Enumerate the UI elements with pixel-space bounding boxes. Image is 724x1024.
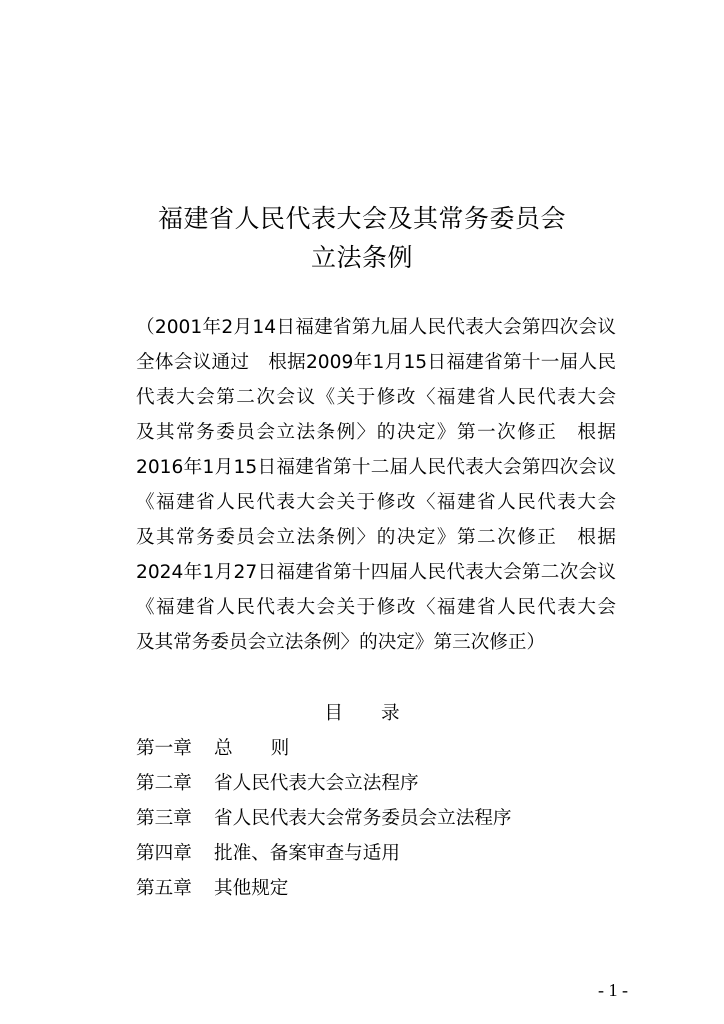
toc-chapter-number: 第三章 xyxy=(136,808,192,829)
preamble-line: 《福建省人民代表大会关于修改〈福建省人民代表大会 xyxy=(136,597,616,618)
toc-item-chapter-1[interactable] xyxy=(136,734,289,760)
preamble-line: 及其常务委员会立法条例〉的决定》第二次修正 根据 xyxy=(136,527,616,548)
preamble-line: （2001年2月14日福建省第九届人民代表大会第四次会议 xyxy=(136,317,616,338)
toc-chapter-number: 第五章 xyxy=(136,878,192,899)
preamble-line: 及其常务委员会立法条例〉的决定》第一次修正 根据 xyxy=(136,422,616,443)
toc-chapter-number: 第二章 xyxy=(136,773,192,794)
toc-item-chapter-2[interactable] xyxy=(136,769,419,795)
toc-heading-left: 目 xyxy=(324,703,343,724)
toc-chapter-title: 省人民代表大会立法程序 xyxy=(214,773,419,794)
toc-chapter-number: 第一章 xyxy=(136,738,192,759)
preamble-line: 全体会议通过 根据2009年1月15日福建省第十一届人民 xyxy=(136,352,616,373)
preamble-line: 及其常务委员会立法条例〉的决定》第三次修正） xyxy=(136,632,546,653)
document-title-line-1: 福建省人民代表大会及其常务委员会 xyxy=(157,204,566,233)
toc-item-chapter-3[interactable] xyxy=(136,804,512,830)
toc-chapter-title: 省人民代表大会常务委员会立法程序 xyxy=(214,808,512,829)
toc-chapter-title: 其他规定 xyxy=(214,878,289,899)
preamble-line: 《福建省人民代表大会关于修改〈福建省人民代表大会 xyxy=(136,492,616,513)
toc-item-chapter-4[interactable] xyxy=(136,839,400,865)
toc-chapter-title-part: 总 xyxy=(214,738,233,759)
preamble-line: 代表大会第二次会议《关于修改〈福建省人民代表大会 xyxy=(136,387,616,408)
toc-item-chapter-5[interactable] xyxy=(136,874,288,900)
toc-chapter-title-part: 则 xyxy=(270,738,290,759)
toc-heading-right: 录 xyxy=(381,703,400,724)
document-title-line-2: 立法条例 xyxy=(310,243,413,272)
preamble-line: 2024年1月27日福建省第十四届人民代表大会第二次会议 xyxy=(136,562,616,583)
toc-chapter-number: 第四章 xyxy=(136,843,192,864)
page-number: - 1 - xyxy=(598,980,628,1000)
toc-chapter-title: 批准、备案审查与适用 xyxy=(214,843,400,864)
preamble-line: 2016年1月15日福建省第十二届人民代表大会第四次会议 xyxy=(136,457,616,478)
toc-heading xyxy=(0,699,724,725)
